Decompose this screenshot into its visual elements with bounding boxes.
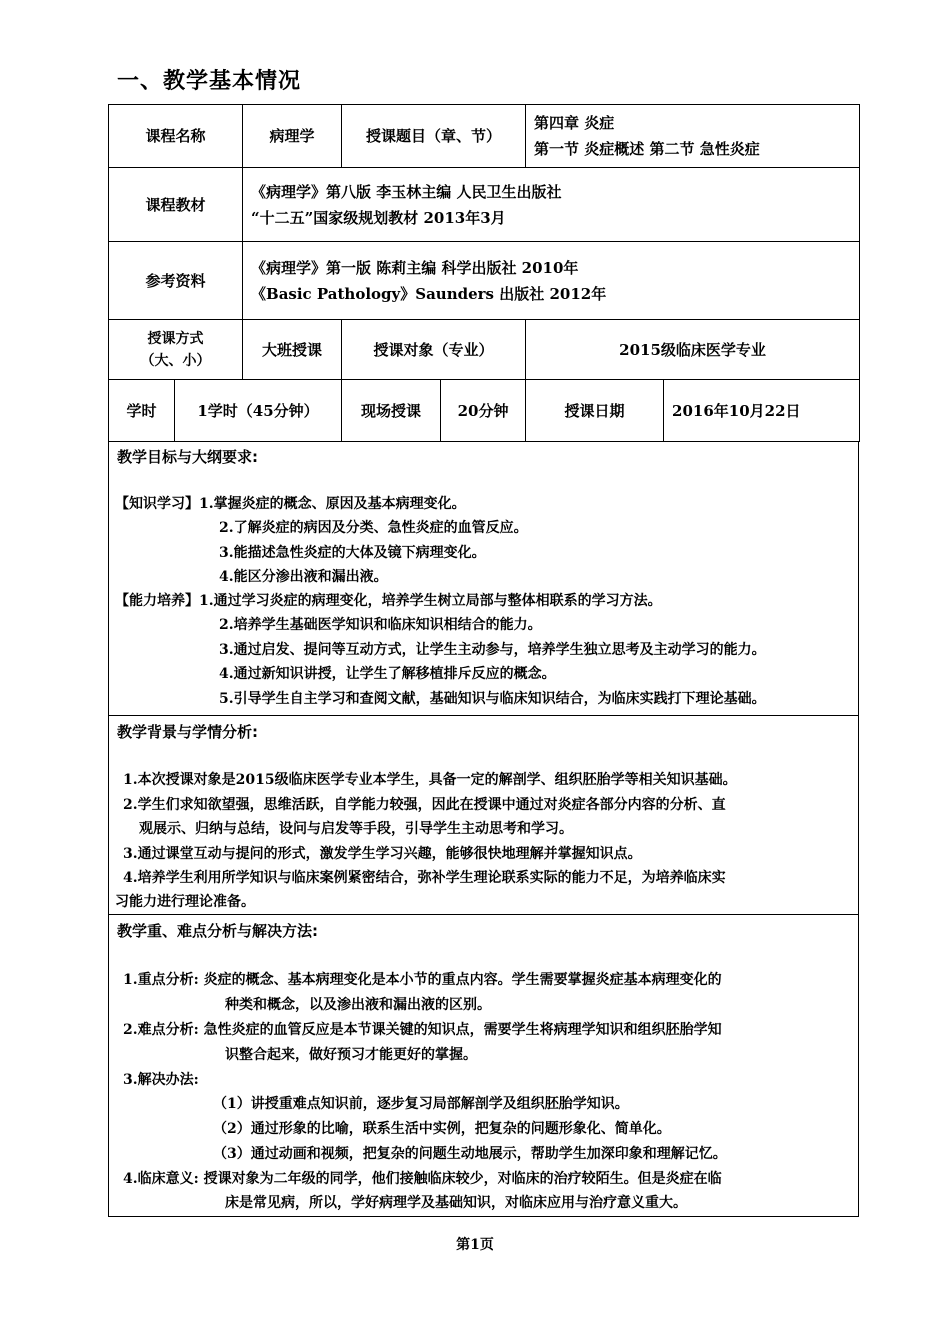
onsite-value: 20分钟	[441, 380, 526, 442]
objectives-line: 2.培养学生基础医学知识和临床知识相结合的能力。	[219, 617, 542, 633]
topic-value	[526, 105, 860, 168]
background-line: 4.培养学生利用所学知识与临床案例紧密结合，弥补学生理论联系实际的能力不足，为培养临床实	[123, 870, 726, 886]
keypoints-line: 1.重点分析: 炎症的概念、基本病理变化是本小节的重点内容。学生需要掌握炎症基本病理变化的	[123, 972, 722, 988]
background-line: 习能力进行理论准备。	[115, 894, 255, 910]
objectives-section	[108, 441, 859, 716]
keypoints-section	[108, 915, 859, 1217]
objectives-line: 4.能区分渗出液和漏出液。	[219, 569, 388, 585]
mode-value: 大班授课	[243, 320, 342, 380]
date-value: 2016年10月22日	[664, 380, 860, 442]
reference-line-1: 《病理学》第一版 陈莉主编 科学出版社 2010年	[251, 258, 579, 277]
keypoints-line: 床是常见病，所以，学好病理学及基础知识，对临床应用与治疗意义重大。	[225, 1195, 687, 1211]
page-title: 一、教学基本情况	[117, 69, 302, 94]
course-info-table	[108, 104, 860, 442]
background-line: 3.通过课堂互动与提问的形式，激发学生学习兴趣，能够很快地理解并掌握知识点。	[123, 846, 642, 862]
objectives-line: 5.引导学生自主学习和查阅文献，基础知识与临床知识结合，为临床实践打下理论基础。	[219, 691, 766, 707]
objectives-line: 3.通过启发、提问等互动方式，让学生主动参与，培养学生独立思考及主动学习的能力。	[219, 642, 766, 658]
keypoints-line: 3.解决办法:	[123, 1072, 199, 1088]
textbook-line-1: 《病理学》第八版 李玉林主编 人民卫生出版社	[251, 182, 562, 201]
objectives-line: 【知识学习】1.掌握炎症的概念、原因及基本病理变化。	[115, 496, 466, 512]
keypoints-line: （2）通过形象的比喻，联系生活中实例，把复杂的问题形象化、简单化。	[213, 1121, 671, 1137]
background-line: 1.本次授课对象是2015级临床医学专业本学生，具备一定的解剖学、组织胚胎学等相关知识基础。	[123, 772, 737, 788]
course-name-label: 课程名称	[109, 105, 243, 168]
date-label: 授课日期	[526, 380, 664, 442]
textbook-label: 课程教材	[109, 168, 243, 242]
textbook-value	[243, 168, 860, 242]
reference-label: 参考资料	[109, 242, 243, 320]
hours-label: 学时	[109, 380, 175, 442]
objectives-heading: 教学目标与大纲要求:	[117, 448, 258, 466]
hours-value: 1学时（45分钟）	[175, 380, 342, 442]
keypoints-line: 种类和概念，以及渗出液和漏出液的区别。	[225, 997, 491, 1013]
background-section	[108, 716, 859, 915]
reference-value	[243, 242, 860, 320]
topic-line-2: 第一节 炎症概述 第二节 急性炎症	[534, 140, 760, 158]
target-value: 2015级临床医学专业	[526, 320, 860, 380]
background-heading: 教学背景与学情分析:	[117, 723, 258, 741]
mode-label	[109, 320, 243, 380]
target-label: 授课对象（专业）	[342, 320, 526, 380]
objectives-line: 3.能描述急性炎症的大体及镜下病理变化。	[219, 545, 486, 561]
topic-label: 授课题目（章、节）	[342, 105, 526, 168]
page-number: 第1页	[456, 1237, 494, 1253]
course-name-value: 病理学	[243, 105, 342, 168]
objectives-line: 4.通过新知识讲授，让学生了解移植排斥反应的概念。	[219, 666, 556, 682]
onsite-label: 现场授课	[342, 380, 441, 442]
topic-line-1: 第四章 炎症	[534, 114, 615, 132]
textbook-line-2: “十二五”国家级规划教材 2013年3月	[251, 208, 506, 227]
background-line: 观展示、归纳与总结，设问与启发等手段，引导学生主动思考和学习。	[139, 821, 573, 837]
mode-label-line-1: 授课方式	[147, 330, 204, 347]
keypoints-line: 4.临床意义: 授课对象为二年级的同学，他们接触临床较少，对临床的治疗较陌生。但是炎症在临	[123, 1171, 722, 1187]
keypoints-line: （3）通过动画和视频，把复杂的问题生动地展示，帮助学生加深印象和理解记忆。	[213, 1146, 727, 1162]
background-line: 2.学生们求知欲望强，思维活跃，自学能力较强，因此在授课中通过对炎症各部分内容的分析、直	[123, 797, 726, 813]
objectives-line: 【能力培养】1.通过学习炎症的病理变化，培养学生树立局部与整体相联系的学习方法。	[115, 593, 662, 609]
keypoints-line: 2.难点分析: 急性炎症的血管反应是本节课关键的知识点，需要学生将病理学知识和组织胚胎学知	[123, 1022, 722, 1038]
keypoints-line: 识整合起来，做好预习才能更好的掌握。	[225, 1047, 477, 1063]
reference-line-2: 《Basic Pathology》Saunders 出版社 2012年	[251, 284, 607, 303]
mode-label-line-2: （大、小）	[140, 352, 211, 369]
keypoints-line: （1）讲授重难点知识前，逐步复习局部解剖学及组织胚胎学知识。	[213, 1096, 629, 1112]
keypoints-heading: 教学重、难点分析与解决方法:	[117, 922, 318, 940]
objectives-line: 2.了解炎症的病因及分类、急性炎症的血管反应。	[219, 520, 528, 536]
